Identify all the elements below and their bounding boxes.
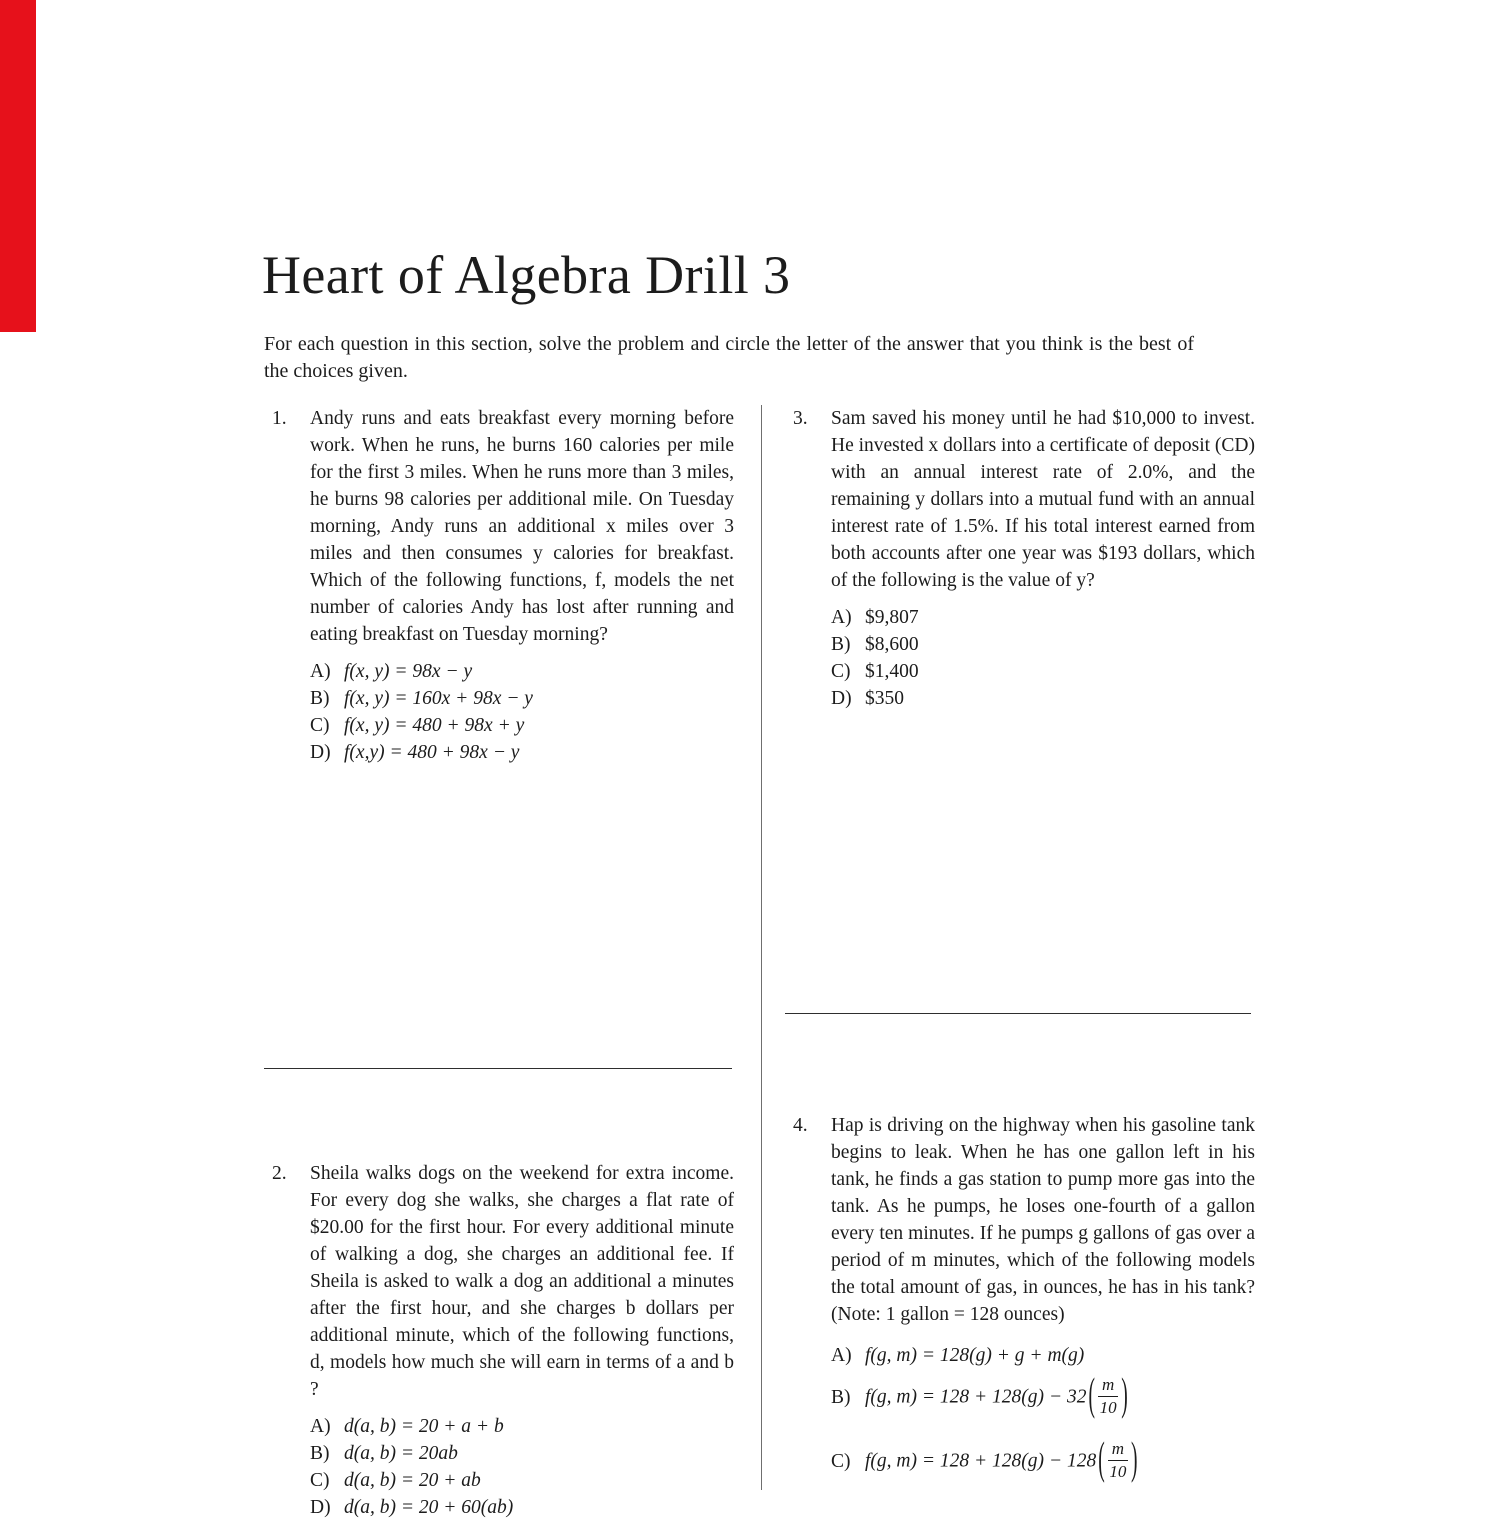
fraction: [1108, 1439, 1128, 1481]
choice-formula-prefix: f(g, m) = 128 + 128(g) − 128: [865, 1450, 1097, 1472]
answer-choices: [310, 1413, 734, 1521]
question-number: 2.: [272, 1163, 287, 1184]
answer-choice-b: [831, 631, 1255, 658]
choice-text: f(x, y) = 98x − y: [344, 661, 473, 682]
choice-label: B): [831, 1387, 851, 1408]
choice-text: f(x, y) = 160x + 98x − y: [344, 688, 533, 709]
answer-choice-c: [310, 712, 734, 739]
answer-choice-d: [831, 685, 1255, 712]
question-stem: Sam saved his money until he had $10,000 to invest. He invested x dollars into a certificate of deposit (CD) with an annual interest rate of 2.0%, and the remaining y dollars into a mutual fund with an annual interest rate of 1.5%. If his total interest earned from both accounts after one year was $193 dollars, which of the following is the value of y?: [831, 408, 1255, 591]
right-column-separator: [785, 1013, 1251, 1014]
answer-choice-d-clipped: [310, 1494, 734, 1521]
answer-choice-c-clipped: [831, 1433, 1255, 1491]
choice-label: C): [310, 1470, 330, 1491]
answer-choices: [310, 658, 734, 766]
answer-choices: [831, 1342, 1255, 1491]
fraction: [1098, 1375, 1118, 1417]
left-column-separator: [264, 1068, 732, 1069]
question-number: 4.: [793, 1115, 808, 1136]
question-number: 3.: [793, 408, 808, 429]
answer-choices: [831, 604, 1255, 712]
choice-label: B): [831, 634, 851, 655]
choice-formula-prefix: f(g, m) = 128 + 128(g) − 32: [865, 1386, 1087, 1408]
answer-choice-b: [831, 1369, 1255, 1427]
question-1: [264, 405, 734, 766]
fraction-denominator: 10: [1099, 1397, 1117, 1417]
answer-choice-a: [310, 1413, 734, 1440]
choice-text: $8,600: [865, 634, 919, 655]
question-3: [785, 405, 1255, 712]
choice-label: A): [310, 1416, 331, 1437]
choice-label: B): [310, 1443, 330, 1464]
close-paren: ): [1121, 1371, 1128, 1421]
question-stem: Sheila walks dogs on the weekend for extra income. For every dog she walks, she charges a flat rate of $20.00 for the first hour. For every additional minute of walking a dog, she charges an additional fee. If Sheila is asked to walk a dog an additional a minutes after the first hour, and she charges b dollars per additional minute, which of the following functions, d, models how much she will earn in terms of a and b ?: [310, 1163, 734, 1400]
choice-label: A): [831, 607, 852, 628]
question-4: [785, 1112, 1255, 1491]
choice-label: C): [831, 661, 851, 682]
choice-text: f(x,y) = 480 + 98x − y: [344, 742, 520, 763]
open-paren: (: [1098, 1435, 1105, 1485]
section-instructions: For each question in this section, solve the problem and circle the letter of the answer that you think is the best of the choices given.: [264, 333, 1194, 382]
fraction-numerator: m: [1098, 1375, 1118, 1397]
choice-text: [865, 1371, 1130, 1421]
choice-label: C): [310, 715, 330, 736]
choice-text: $1,400: [865, 661, 919, 682]
fraction-denominator: 10: [1109, 1461, 1127, 1481]
choice-text: d(a, b) = 20 + ab: [344, 1470, 481, 1491]
choice-label: A): [831, 1345, 852, 1366]
fraction-numerator: m: [1108, 1439, 1128, 1461]
question-stem: Hap is driving on the highway when his gasoline tank begins to leak. When he has one gallon left in his tank, he finds a gas station to pump more gas into the tank. As he pumps, he loses one-fourth of a gallon every ten minutes. If he pumps g gallons of gas over a period of m minutes, which of the following models the total amount of gas, in ounces, he has in his tank? (Note: 1 gallon = 128 ounces): [831, 1115, 1255, 1325]
answer-choice-c: [310, 1467, 734, 1494]
choice-text: $350: [865, 688, 904, 709]
answer-choice-a: [831, 1342, 1255, 1369]
question-number: 1.: [272, 408, 287, 429]
choice-label: D): [310, 1497, 331, 1518]
answer-choice-b: [310, 685, 734, 712]
page-title: Heart of Algebra Drill 3: [262, 245, 791, 305]
answer-choice-d: [310, 739, 734, 766]
choice-label: C): [831, 1451, 851, 1472]
question-stem: Andy runs and eats breakfast every morning before work. When he runs, he burns 160 calories per mile for the first 3 miles. When he runs more than 3 miles, he burns 98 calories per additional mile. On Tuesday morning, Andy runs an additional x miles over 3 miles and then consumes y calories for breakfast. Which of the following functions, f, models the net number of calories Andy has lost after running and eating breakfast on Tuesday morning?: [310, 408, 734, 645]
choice-text: d(a, b) = 20 + a + b: [344, 1416, 504, 1437]
choice-label: D): [831, 688, 852, 709]
answer-choice-a: [831, 604, 1255, 631]
answer-choice-a: [310, 658, 734, 685]
column-divider: [761, 405, 762, 1490]
choice-label: A): [310, 661, 331, 682]
question-2: [264, 1160, 734, 1521]
choice-label: B): [310, 688, 330, 709]
choice-text: [865, 1435, 1139, 1485]
choice-text: d(a, b) = 20 + 60(ab): [344, 1497, 514, 1518]
answer-choice-c: [831, 658, 1255, 685]
choice-text: $9,807: [865, 607, 919, 628]
close-paren: ): [1130, 1435, 1138, 1485]
scan-red-bar: [0, 0, 36, 332]
choice-text: f(g, m) = 128(g) + g + m(g): [865, 1345, 1085, 1366]
answer-choice-b: [310, 1440, 734, 1467]
choice-label: D): [310, 742, 331, 763]
open-paren: (: [1088, 1371, 1095, 1421]
choice-text: f(x, y) = 480 + 98x + y: [344, 715, 525, 736]
choice-text: d(a, b) = 20ab: [344, 1443, 458, 1464]
